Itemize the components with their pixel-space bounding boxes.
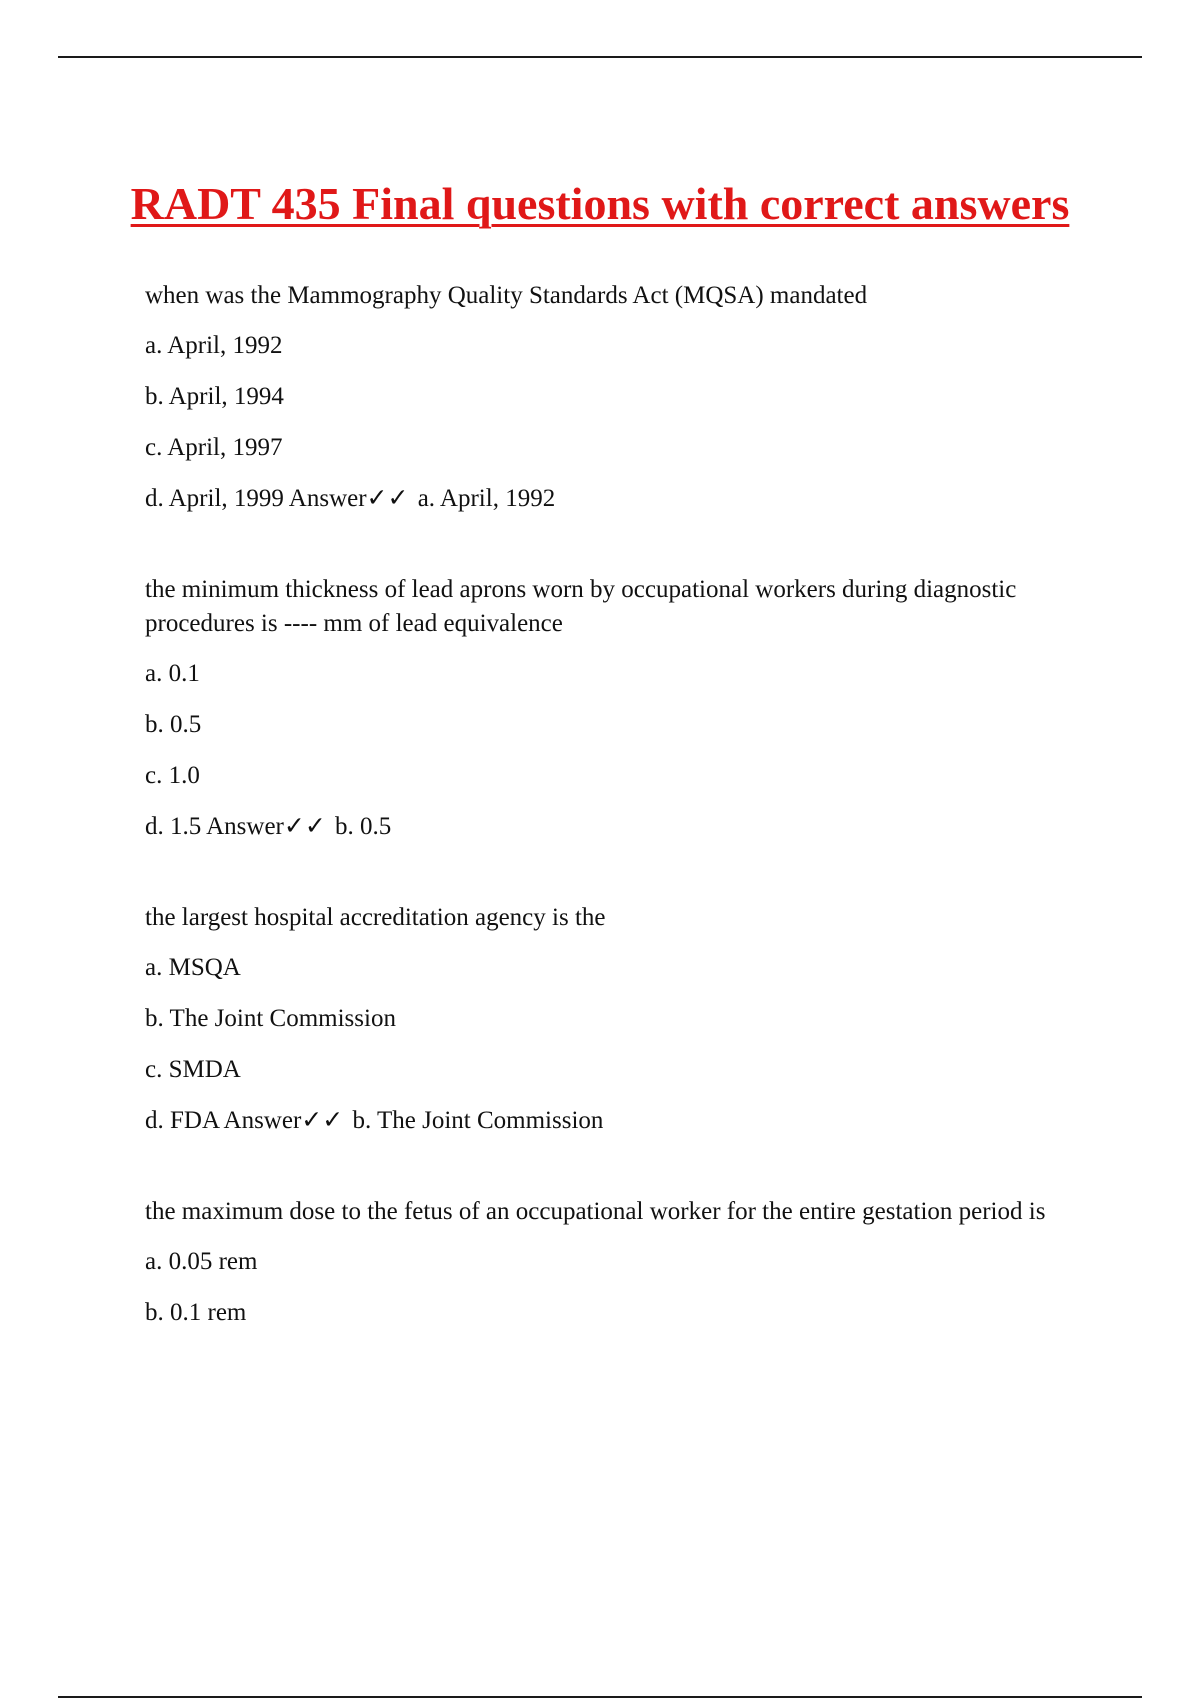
option-d-with-answer [145, 1103, 1075, 1139]
option-b: b. 0.1 rem [145, 1299, 247, 1326]
question-block-1 [145, 279, 1075, 517]
top-rule [58, 56, 1142, 58]
option-d: d. FDA [145, 1107, 219, 1134]
option-b: b. April, 1994 [145, 383, 284, 410]
option-b: b. The Joint Commission [145, 1005, 396, 1032]
option-c: c. April, 1997 [145, 434, 283, 461]
checkmark-icon: ✓✓ [301, 1107, 344, 1134]
bottom-rule [58, 1696, 1142, 1698]
option-b: b. 0.5 [145, 711, 202, 738]
answer-label: Answer [223, 1107, 302, 1134]
option-a: a. April, 1992 [145, 332, 283, 359]
question-text: the maximum dose to the fetus of an occupational worker for the entire gestation period is [145, 1198, 1046, 1225]
answer-label: Answer [206, 813, 284, 840]
option-a: a. MSQA [145, 954, 241, 981]
answer-value: a. April, 1992 [417, 485, 556, 512]
question-text: the minimum thickness of lead aprons worn by occupational workers during diagnostic procedures is ---- mm of lead equivalence [145, 576, 1017, 637]
question-block-2 [145, 573, 1075, 845]
question-block-4 [145, 1195, 1075, 1331]
answer-value: b. 0.5 [335, 813, 392, 840]
answer-value: b. The Joint Commission [352, 1107, 604, 1134]
checkmark-icon: ✓✓ [283, 813, 326, 840]
option-a: a. 0.1 [145, 660, 200, 687]
question-text: when was the Mammography Quality Standards Act (MQSA) mandated [145, 282, 868, 309]
option-d-with-answer [145, 809, 1075, 845]
option-c: c. SMDA [145, 1056, 241, 1083]
option-d: d. 1.5 [145, 813, 202, 840]
option-a: a. 0.05 rem [145, 1248, 258, 1275]
option-d: d. April, 1999 [145, 485, 284, 512]
document-title: RADT 435 Final questions with correct answers [130, 177, 1070, 229]
question-text: the largest hospital accreditation agency is the [145, 904, 606, 931]
answer-label: Answer [288, 485, 367, 512]
checkmark-icon: ✓✓ [366, 485, 409, 512]
option-c: c. 1.0 [145, 762, 200, 789]
question-list [145, 279, 1075, 1387]
question-block-3 [145, 901, 1075, 1139]
option-d-with-answer [145, 481, 1075, 517]
